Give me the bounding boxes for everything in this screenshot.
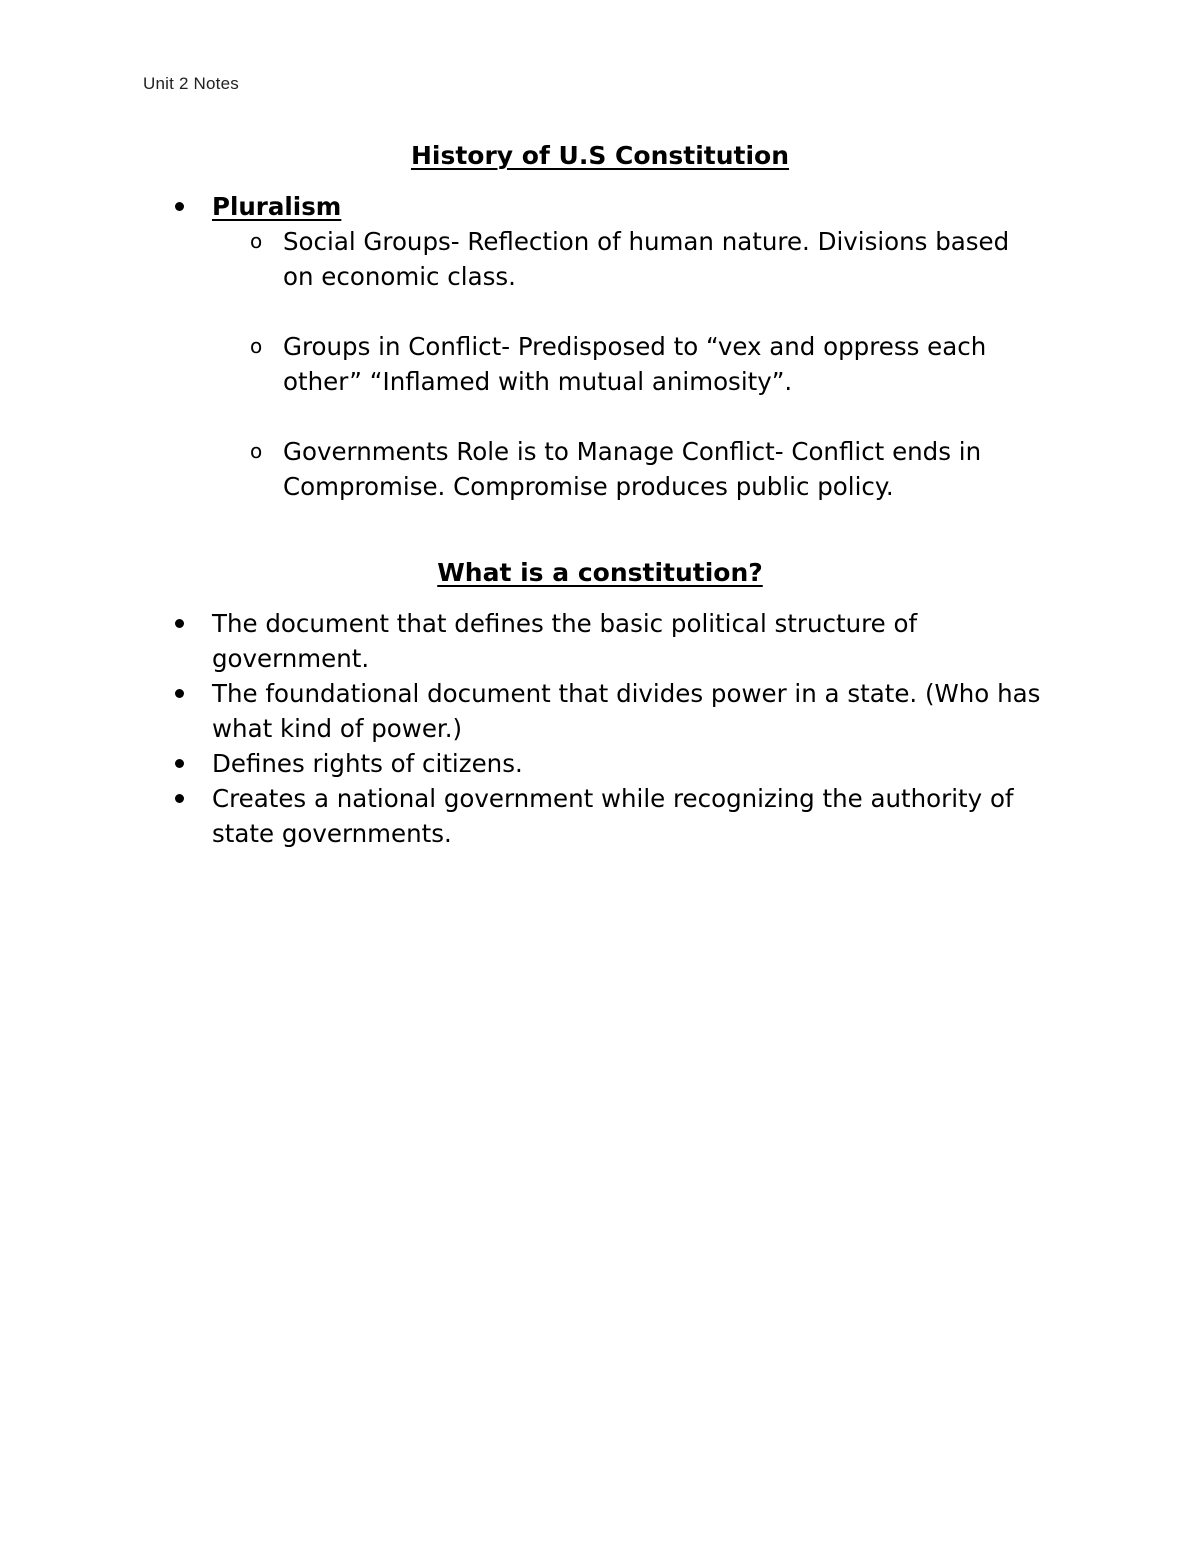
pluralism-sub-list — [247, 224, 1047, 504]
sub-bullet-icon: o — [250, 439, 263, 463]
list-item — [172, 746, 1042, 781]
list-item-text: Defines rights of citizens. — [212, 749, 523, 778]
bullet-item-pluralism — [172, 189, 1052, 504]
bullet-label-pluralism: Pluralism — [212, 192, 342, 221]
sub-item-text: Groups in Conflict- Predisposed to “vex and oppress each other” “Inflamed with mutual animosity”. — [283, 332, 987, 396]
sub-item — [247, 224, 1047, 294]
sub-item-text: Governments Role is to Manage Conflict- Conflict ends in Compromise. Compromise produces public policy. — [283, 437, 982, 501]
list-item-text: The foundational document that divides power in a state. (Who has what kind of power.) — [212, 679, 1041, 743]
sub-item — [247, 434, 1047, 504]
section-title-constitution: What is a constitution? — [437, 558, 763, 587]
section-title-history: History of U.S Constitution — [410, 141, 790, 170]
bullet-icon — [175, 202, 184, 211]
list-item-text: Creates a national government while recognizing the authority of state governments. — [212, 784, 1014, 848]
sub-bullet-icon: o — [250, 229, 263, 253]
bullet-icon — [175, 619, 184, 628]
list-item — [172, 606, 1042, 676]
list-item-text: The document that defines the basic political structure of government. — [212, 609, 918, 673]
pluralism-list — [172, 189, 1052, 504]
bullet-icon — [175, 689, 184, 698]
bullet-icon — [175, 794, 184, 803]
sub-item — [247, 329, 1047, 399]
constitution-list — [172, 606, 1052, 851]
bullet-icon — [175, 759, 184, 768]
page-header: Unit 2 Notes — [143, 74, 239, 93]
list-item — [172, 781, 1042, 851]
list-item — [172, 676, 1042, 746]
sub-item-text: Social Groups- Reflection of human nature. Divisions based on economic class. — [283, 227, 1010, 291]
sub-bullet-icon: o — [250, 334, 263, 358]
